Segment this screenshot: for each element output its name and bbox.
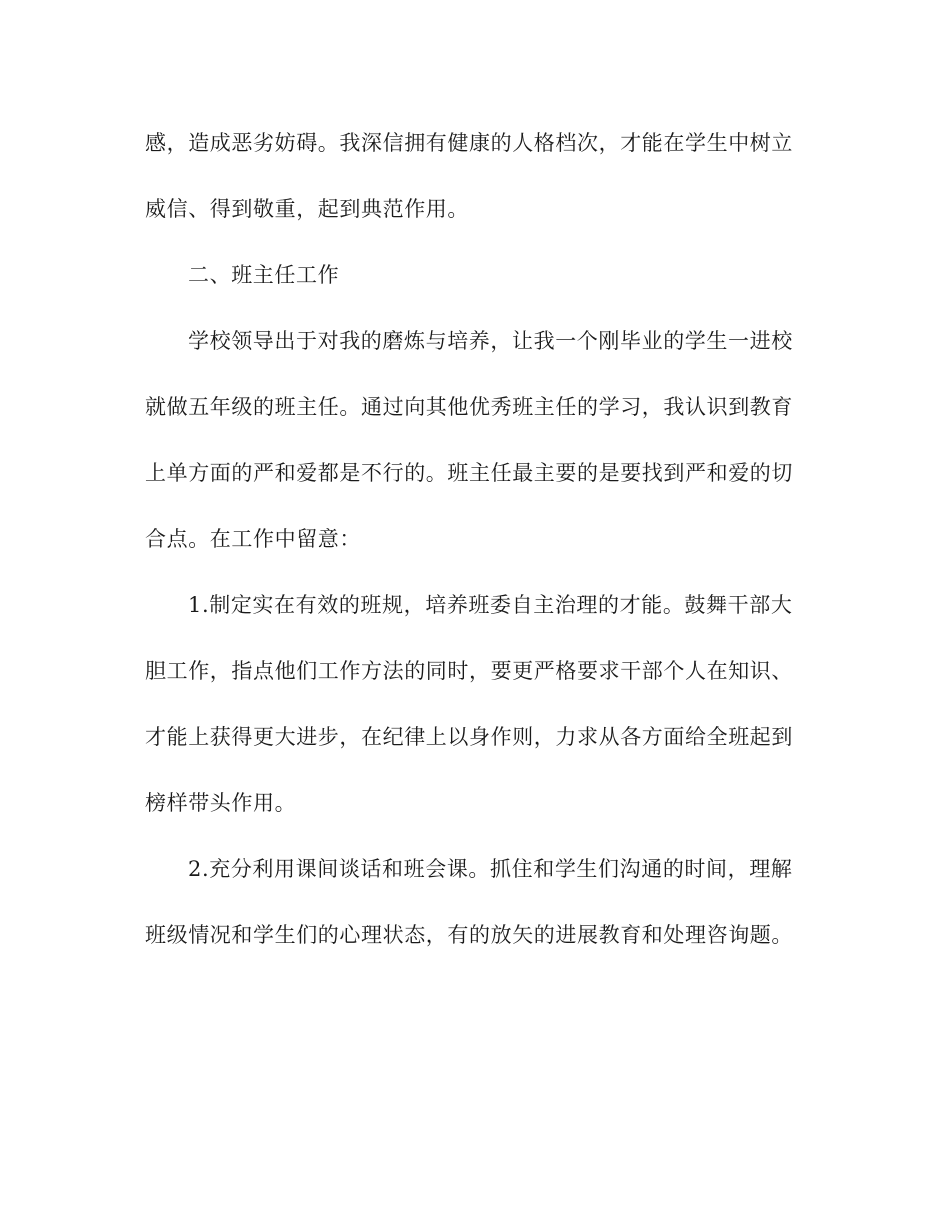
text-line: 班级情况和学生们的心理状态，有的放矢的进展教育和处理咨询题。 xyxy=(145,923,793,947)
text-line: 合点。在工作中留意： xyxy=(145,527,361,551)
list-item-2: 2.充分利用课间谈话和班会课。抓住和学生们沟通的时间，理解 xyxy=(188,857,793,881)
text-line: 感，造成恶劣妨碍。我深信拥有健康的人格档次，才能在学生中树立 xyxy=(145,131,793,155)
text-line: 上单方面的严和爱都是不行的。班主任最主要的是要找到严和爱的切 xyxy=(145,461,793,485)
text-line: 学校领导出于对我的磨炼与培养，让我一个刚毕业的学生一进校 xyxy=(188,329,793,353)
list-item-1: 1.制定实在有效的班规，培养班委自主治理的才能。鼓舞干部大 xyxy=(188,593,793,617)
text-line: 胆工作，指点他们工作方法的同时，要更严格要求干部个人在知识、 xyxy=(145,659,793,683)
text-line: 榜样带头作用。 xyxy=(145,791,297,815)
text-line: 才能上获得更大进步，在纪律上以身作则，力求从各方面给全班起到 xyxy=(145,725,793,749)
section-heading: 二、班主任工作 xyxy=(188,263,340,287)
text-line: 威信、得到敬重，起到典范作用。 xyxy=(145,197,469,221)
text-line: 就做五年级的班主任。通过向其他优秀班主任的学习，我认识到教育 xyxy=(145,395,793,419)
document-body xyxy=(145,120,805,978)
